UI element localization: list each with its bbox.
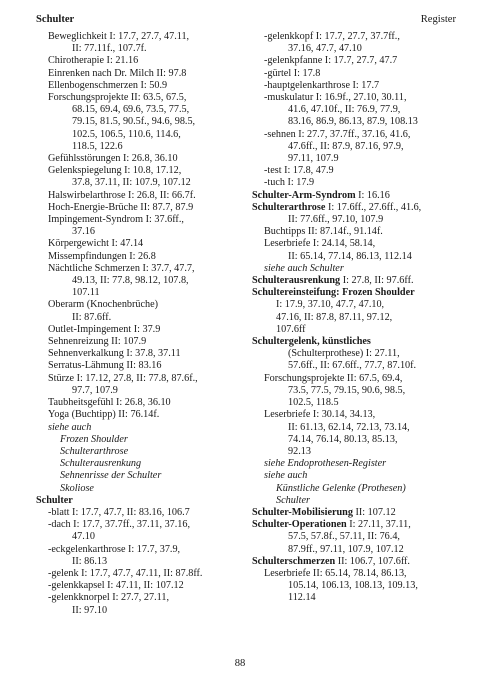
index-entry: 102.5, 106.5, 110.6, 114.6, [72,128,181,140]
index-entry: 68.15, 69.4, 69.6, 73.5, 77.5, [72,104,190,116]
index-entry: Sehnenreizung II: 107.9 [48,336,147,348]
index-entry: II: 65.14, 77.14, 86.13, 112.14 [288,250,412,262]
index-entry: 105.14, 106.13, 108.13, 109.13, [288,580,418,592]
index-entry: 37.16 [72,226,95,238]
index-entry: Forschungsprojekte II: 63.5, 67.5, [48,92,187,104]
index-entry: -test I: 17.8, 47.9 [264,165,334,177]
index-entry: 102.5, 118.5 [288,397,339,409]
index-term: Schulter-Operationen [252,519,347,531]
index-entry: 112.14 [288,592,316,604]
index-entry: 74.14, 76.14, 80.13, 85.13, [288,433,398,445]
index-entry: siehe auch Schulter [264,262,344,274]
index-entry: 87.9ff., 97.11, 107.9, 107.12 [288,543,404,555]
index-entry: siehe auch [264,470,308,482]
index-term: Schulter-Arm-Syndrom [252,189,356,201]
index-entry: Buchtipps II: 87.14f., 91.14f. [264,226,383,238]
index-entry: Stürze I: 17.12, 27.8, II: 77.8, 87.6f., [48,372,198,384]
index-entry: Gelenkspiegelung I: 10.8, 17.12, [48,165,182,177]
index-entry: -gelenkkopf I: 17.7, 27.7, 37.7ff., [264,31,400,42]
index-entry: Schulter [276,494,310,506]
index-entry [252,287,460,299]
index-term: Schultereinsteifung: Frozen Shoulder [252,287,415,299]
index-entry: -gelenkpfanne I: 17.7, 27.7, 47.7 [264,55,398,67]
index-entry: 47.6ff., II: 87.9, 87.16, 97.9, [288,140,404,152]
index-entry: siehe Endoprothesen-Register [264,458,387,470]
page-number: 88 [234,658,246,669]
index-entry: -gelenkknorpel I: 27.7, 27.11, [48,592,169,604]
index-entry: Forschungsprojekte II: 67.5, 69.4, [264,372,403,384]
index-entry: Ellenbogenschmerzen I: 50.9 [48,79,168,91]
index-entry: Skoliose [60,482,94,494]
index-entry: Leserbriefe I: 24.14, 58.14, [264,238,376,250]
index-entry [252,519,460,531]
index-term: Schulterausrenkung [252,275,341,287]
index-column-left [36,31,244,617]
index-entry: Einrenken nach Dr. Milch II: 97.8 [48,67,187,79]
index-entry: II: 77.11f., 107.7f. [72,43,147,55]
index-column-right [252,31,460,605]
index-entry: 107.11 [72,287,100,299]
index-entry: Beweglichkeit I: 17.7, 27.7, 47.11, [48,31,190,42]
index-references: I: 27.8, II: 97.6ff. [340,275,414,287]
index-references: II: 106.7, 107.6ff. [335,555,410,567]
index-entry: Impingement-Syndrom I: 37.6ff., [48,214,184,226]
index-entry: 107.6ff [276,323,306,335]
index-entry: -sehnen I: 27.7, 37.7ff., 37.16, 41.6, [264,128,411,140]
index-entry: siehe auch [48,421,92,433]
index-entry: -eckgelenkarthrose I: 17.7, 37.9, [48,543,181,555]
index-entry: 92.13 [288,445,311,457]
index-entry: Sehnenverkalkung I: 37.8, 37.11 [48,348,181,360]
index-term: Schulter-Mobilisierung [252,506,353,518]
index-entry: Chirotherapie I: 21.16 [48,55,139,67]
header-section: Register [420,14,456,25]
index-entry: 41.6, 47.10f., II: 76.9, 77.9, [288,104,401,116]
index-references: II: 107.12 [352,506,396,518]
index-references: I: 16.16 [355,189,390,201]
index-entry: Hoch-Energie-Brüche II: 87.7, 87.9 [48,201,194,213]
index-entry: Nächtliche Schmerzen I: 37.7, 47.7, [48,262,195,274]
index-entry: Taubheitsgefühl I: 26.8, 36.10 [48,397,171,409]
index-entry: Gefühlsstörungen I: 26.8, 36.10 [48,153,178,165]
index-term: Schultergelenk, künstliches [252,336,371,348]
index-entry: 118.5, 122.6 [72,140,123,152]
index-entry: 57.5, 57.8f., 57.11, II: 76.4, [288,531,400,543]
index-entry: -hauptgelenkarthrose I: 17.7 [264,79,380,91]
index-entry: Körpergewicht I: 47.14 [48,238,144,250]
index-entry [36,495,244,507]
index-term: Schulterarthrose [252,201,326,213]
index-references: I: 17.6ff., 27.6ff., 41.6, [325,201,422,213]
index-entry: Schulterarthrose [60,445,129,457]
index-references: I: 27.11, 37.11, [346,519,411,531]
index-entry: II: 97.10 [72,604,108,616]
index-entry: 79.15, 81.5, 90.5f., 94.6, 98.5, [72,116,196,128]
index-entry: 83.16, 86.9, 86.13, 87.9, 108.13 [288,116,418,128]
index-entry: Frozen Shoulder [60,433,128,445]
index-entry: 73.5, 77.5, 79.15, 90.6, 98.5, [288,384,406,396]
header-keyword: Schulter [36,14,75,25]
index-entry: -gürtel I: 17.8 [264,67,321,79]
index-term: Schulter [36,494,73,506]
index-entry: -dach I: 17.7, 37.7ff., 37.11, 37.16, [48,519,191,531]
index-entry: 97.7, 107.9 [72,384,118,396]
index-entry: II: 87.6ff. [72,311,112,323]
index-entry: -gelenk I: 17.7, 47.7, 47.11, II: 87.8ff. [48,567,203,579]
index-entry [252,507,460,519]
index-entry: Outlet-Impingement I: 37.9 [48,323,161,335]
index-entry: 49.13, II: 77.8, 98.12, 107.8, [72,275,189,287]
index-entry: Künstliche Gelenke (Prothesen) [276,482,406,494]
index-entry: 47.16, II: 87.8, 87.11, 97.12, [276,311,393,323]
index-entry [252,190,460,202]
index-entry: Halswirbelarthrose I: 26.8, II: 66.7f. [48,189,196,201]
index-entry: Serratus-Lähmung II: 83.16 [48,360,162,372]
index-entry: Leserbriefe I: 30.14, 34.13, [264,409,376,421]
index-entry: II: 61.13, 62.14, 72.13, 73.14, [288,421,410,433]
index-entry: II: 77.6ff., 97.10, 107.9 [288,214,384,226]
index-entry: Missempfindungen I: 26.8 [48,250,156,262]
index-entry [252,275,460,287]
index-entry: I: 17.9, 37.10, 47.7, 47.10, [276,299,385,311]
index-entry: -muskulatur I: 16.9f., 27.10, 30.11, [264,92,407,104]
index-entry: 97.11, 107.9 [288,153,339,165]
index-entry: 37.8, 37.11, II: 107.9, 107.12 [72,177,191,189]
index-entry [252,202,460,214]
index-entry: Oberarm (Knochenbrüche) [48,299,159,311]
index-entry: 47.10 [72,531,95,543]
index-entry: -blatt I: 17.7, 47.7, II: 83.16, 106.7 [48,506,190,518]
index-entry [252,336,460,348]
index-entry: 57.6ff., II: 67.6ff., 77.7, 87.10f. [288,360,417,372]
running-header [36,14,456,30]
index-entry: -tuch I: 17.9 [264,177,315,189]
index-term: Schulterschmerzen [252,555,336,567]
index-entry: -gelenkkapsel I: 47.11, II: 107.12 [48,580,184,592]
index-entry: 37.16, 47.7, 47.10 [288,43,362,55]
index-entry: Yoga (Buchtipp) II: 76.14f. [48,409,160,421]
index-entry: II: 86.13 [72,555,108,567]
index-entry: Schulterausrenkung [60,458,142,470]
index-entry: Sehnenrisse der Schulter [60,470,162,482]
index-entry: (Schulterprothese) I: 27.11, [288,348,400,360]
index-entry [252,556,460,568]
index-entry: Leserbriefe II: 65.14, 78.14, 86.13, [264,567,407,579]
